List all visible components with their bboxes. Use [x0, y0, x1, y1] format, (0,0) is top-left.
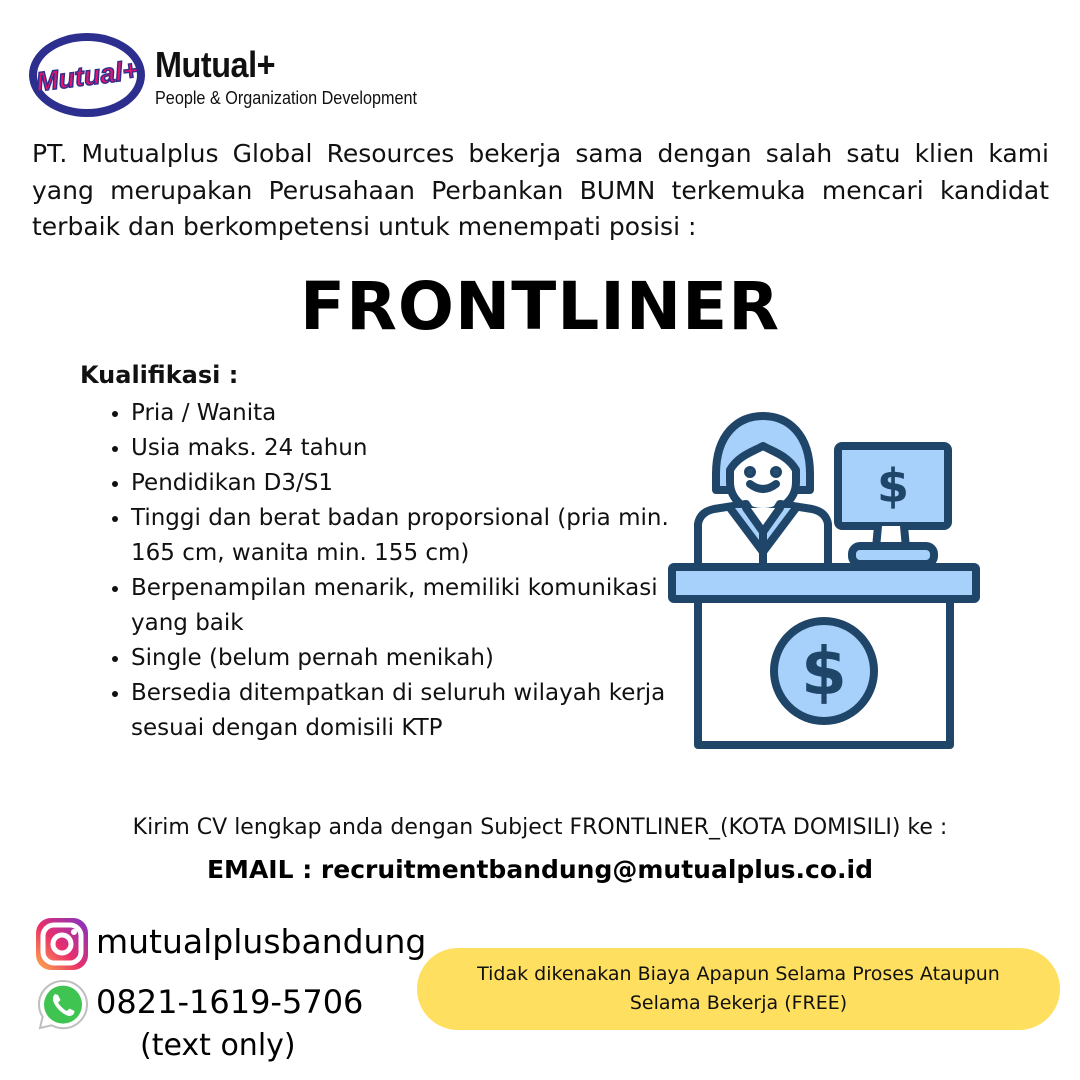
list-item: • Bersedia ditempatkan di seluruh wilayah kerja sesuai dengan domisili KTP: [131, 676, 691, 746]
free-notice-badge: [417, 948, 1060, 1030]
qualifications-list: [102, 396, 691, 746]
list-item: • Pria / Wanita: [131, 396, 691, 431]
list-item: • Usia maks. 24 tahun: [131, 431, 691, 466]
phone-note: (text only): [140, 1028, 296, 1063]
qualifications-heading: Kualifikasi :: [80, 361, 239, 389]
instagram-handle[interactable]: mutualplusbandung: [96, 922, 427, 961]
brand-tagline: People & Organization Development: [155, 88, 418, 108]
instagram-icon: [34, 916, 90, 972]
svg-text:$: $: [801, 633, 847, 710]
list-item: • Berpenampilan menarik, memiliki komunikasi yang baik: [131, 571, 691, 641]
whatsapp-icon: [36, 978, 90, 1032]
intro-paragraph: PT. Mutualplus Global Resources bekerja sama dengan salah satu klien kami yang merupakan Perusahaan Perbankan BUMN terkemuka mencari kandidat terbaik dan berkompetensi untuk menempati posisi :: [32, 139, 1049, 241]
logo-badge-text: Mutual+: [34, 54, 140, 98]
bank-teller-icon: [668, 412, 980, 752]
brand-name: Mutual+: [155, 44, 276, 85]
svg-text:$: $: [876, 459, 910, 513]
email-address[interactable]: EMAIL : recruitmentbandung@mutualplus.co.id: [206, 855, 874, 884]
free-notice-text: Tidak dikenakan Biaya Apapun Selama Proses Ataupun Selama Bekerja (FREE): [477, 963, 1000, 1014]
phone-number[interactable]: 0821-1619-5706: [96, 983, 364, 1021]
list-item: • Tinggi dan berat badan proporsional (pria min. 165 cm, wanita min. 155 cm): [131, 501, 691, 571]
company-logo: [26, 30, 148, 120]
position-title: FRONTLINER: [299, 268, 781, 345]
list-item: • Pendidikan D3/S1: [131, 466, 691, 501]
cv-instruction: Kirim CV lengkap anda dengan Subject FRONTLINER_(KOTA DOMISILI) ke :: [132, 815, 948, 840]
list-item: • Single (belum pernah menikah): [131, 641, 691, 676]
